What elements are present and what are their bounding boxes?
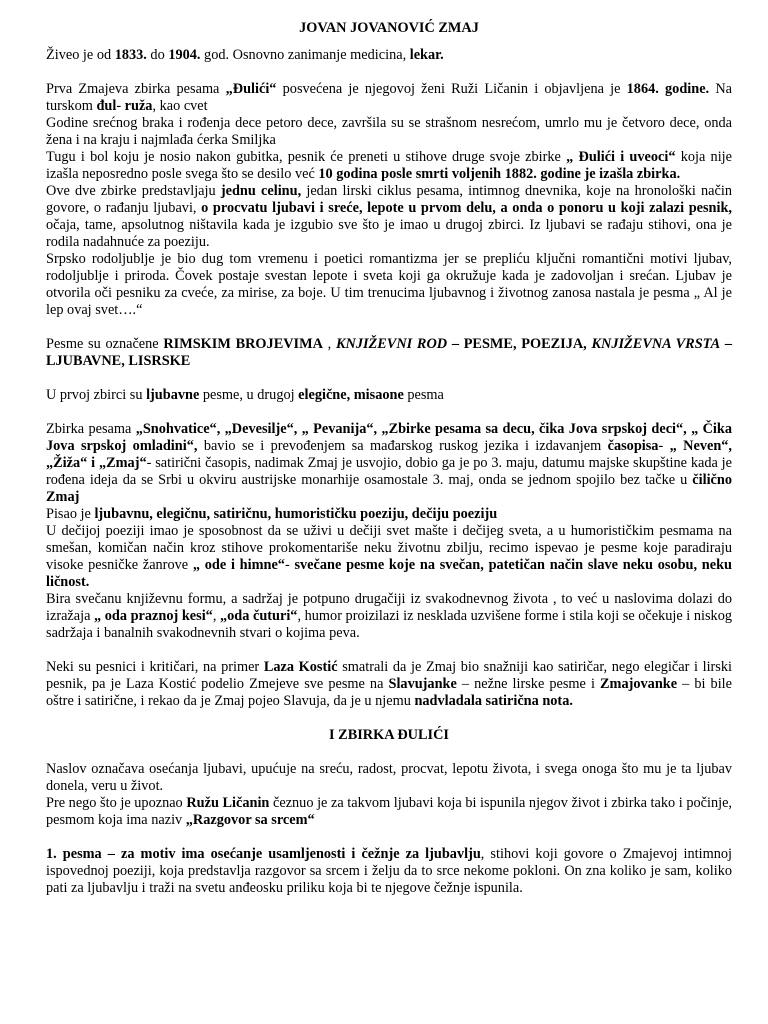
bold-text: – PESME, POEZIJA, [447, 336, 592, 352]
bold-text: Laza Kostić [263, 659, 338, 675]
text-run: - [284, 557, 295, 573]
text-run: Tugu i bol koju je nosio nakon gubitka, pesnik će preneti u stihove druge svoje zbirke [46, 149, 567, 165]
text-run: Bira svečanu književnu formu, a sadržaj je potpuno drugačiji iz svakodnevnog života , to već u naslovima dolazi do izražaja [46, 591, 732, 624]
bold-text: 1864. godine. [626, 81, 710, 97]
bold-text: KNJIŽEVNA VRSTA [591, 336, 721, 352]
text-run: god. Osnovno zanimanje medicina, [200, 47, 410, 63]
text-run: koja nije izašla neposredno posle svega što se desilo već [46, 149, 732, 182]
bold-text: lekar. [409, 47, 444, 63]
paragraph [46, 523, 732, 591]
paragraph [46, 336, 732, 370]
text-run: , kao cvet [152, 98, 208, 114]
paragraph [46, 591, 732, 642]
text-run: , [322, 336, 336, 352]
text-run: očaja, tame, apsolutnog ništavila kada je izgubio sve što je imao u drugoj zbirci. Iz ljubavi se rađaju stihovi, ona je rodila nadahnuće za poeziju. [46, 217, 732, 250]
text-run: pesme, u drugoj [199, 387, 299, 403]
paragraph [46, 115, 732, 149]
bold-text: ljubavnu, elegičnu, satiričnu, humorističku poeziju, dečiju poeziju [94, 506, 498, 522]
text-run: - satirični časopis, nadimak Zmaj je usvojio, dobio ga je po 3. maju, datumu majske skupštine kada je rođena ideja da se Srbi u okviru austrijske monarhije osamostale 3. maj, onda se jednom spojilo bez tačke u [46, 455, 732, 488]
paragraph [46, 183, 732, 251]
bold-text: ruža [124, 98, 153, 114]
text-run: smatrali da je Zmaj bio snažniji kao satiričar, nego elegičar i lirski pesnik, pa je Laza Kostić podelio Zmejeve sve pesme na [46, 659, 732, 692]
text-run: čeznuo je za takvom ljubavi koja bi ispunila njegov život i zbirka tako i počinje, pesmom koja ima naziv [46, 795, 733, 828]
bold-text: Slavujanke [388, 676, 457, 692]
bold-text: 1833. [114, 47, 147, 63]
bold-text: nadvladala satirična nota. [414, 693, 573, 709]
text-run: U prvoj zbirci su [46, 387, 147, 403]
bold-text: KNJIŽEVNI ROD [335, 336, 448, 352]
text-run: – nežne lirske pesme i [456, 676, 601, 692]
paragraph [46, 149, 732, 183]
text-run: Pre nego što je upoznao [46, 795, 187, 811]
text-run: , stihovi koji govore o Zmajevoj intimnoj ispovednoj poeziji, koja predstavlja razgovor sa srcem i želju da to srce nekome pokloni. On zna koliko je sam, koliko pati za ljubavlju i traži na svetu anđeosku priliku koja bi te njegove čežnje ispunila. [46, 846, 733, 896]
text-run: bavio se i prevođenjem sa mađarskog ruskog jezika i izdavanjem [197, 438, 608, 454]
bold-text: svečane pesme koje na svečan, patetičan način slave neku osobu, neku ličnost. [46, 557, 732, 590]
bold-text: „oda čuturi“ [220, 608, 298, 624]
paragraph [46, 846, 732, 897]
text-run: Neki su pesnici i kritičari, na primer [46, 659, 264, 675]
bold-text: RIMSKIM BROJEVIMA [163, 336, 323, 352]
text-run: , humor proizilazi iz nesklada uzvišene forme i stila koji se očekuje i niskog sadržaja i banalnih svakodnevnih stvari o kojima peva. [46, 608, 732, 641]
bold-text: elegične, misaone [298, 387, 404, 403]
paragraph [46, 506, 732, 523]
bold-text: 1904. [168, 47, 201, 63]
text-run: , [212, 608, 220, 624]
bold-text: „Đulići“ [225, 81, 277, 97]
text-run: Pisao je [46, 506, 95, 522]
text-run: Zbirka pesama [46, 421, 136, 437]
text-run: pesma [403, 387, 444, 403]
paragraph [46, 795, 732, 829]
text-run: posvećena je njegovoj ženi Ruži Ličanin i objavljena je [276, 81, 627, 97]
bold-text: ljubavne [146, 387, 200, 403]
text-run: Godine srećnog braka i rođenja dece petoro dece, završila su se strašnom nesrećom, umrlo mu je četvoro dece, onda žena i na kraju i najmlađa ćerka Smiljka [46, 115, 732, 148]
paragraph [46, 659, 732, 710]
document-page [46, 20, 732, 897]
bold-text: – LJUBAVNE, LISRSKE [46, 336, 733, 369]
bold-text: „Snohvatice“, „Devesilje“, „ Pevanija“, „Zbirke pesama sa decu, čika Jova srpskoj deci“, „ Čika Jova srpskoj omladini“, [46, 421, 732, 454]
bold-text: đul [96, 98, 117, 114]
paragraph-intro [46, 47, 732, 64]
bold-text: čilično Zmaj [46, 472, 732, 505]
text-run: jedan lirski ciklus pesama, intimnog dnevnika, koje na hronološki način govore, o rađanju ljubavi, [46, 183, 732, 216]
paragraph [46, 761, 732, 795]
text-run: Pesme su označene [46, 336, 164, 352]
text-run: Prva Zmajeva zbirka pesama [46, 81, 226, 97]
bold-text: Zmajovanke [600, 676, 678, 692]
bold-text: „ Đulići i uveoci“ [566, 149, 676, 165]
bold-text: „ oda praznoj kesi“ [94, 608, 213, 624]
bold-text: „ ode i himne“ [192, 557, 285, 573]
bold-text: jednu celinu, [220, 183, 302, 199]
bold-text: „Razgovor sa srcem“ [185, 812, 315, 828]
text-run: - [658, 438, 670, 454]
bold-text: 10 godina posle smrti voljenih 1882. godine je izašla zbirka. [318, 166, 681, 182]
bold-text: časopisa [607, 438, 659, 454]
text-run: – bi bile oštre i satirične, i rekao da je Zmaj pojeo Slavuja, da je u njemu [46, 676, 732, 709]
text-run: Na turskom [46, 81, 732, 114]
paragraph [46, 81, 732, 115]
bold-text: Ružu Ličanin [186, 795, 270, 811]
text-run: Ove dve zbirke predstavljaju [46, 183, 221, 199]
paragraph [46, 251, 732, 319]
text-run: U dečijoj poeziji imao je sposobnost da se uživi u dečiji svet mašte i dečijeg sveta, a u humorističkim pesmama na smešan, komičan način kroz stihove prokomentariše neku životnu zbilju, recimo ispevao je pesme koje paradiraju visoke pesničke žanrove [46, 523, 732, 573]
text-run: Srpsko rodoljublje je bio dug tom vremenu i poetici romantizma jer se prepliću ključni romantični motivi ljubav, rodoljublje i priroda. Čovek postaje svestan lepote i sveta koji ga okružuje kada je zadovoljan i srećan. Ljubav je otvorila oči pesniku za cveće, za mirise, za boje. U tim trenucima ljubavnog i životnog zanosa nastala je pesma „ Al je lep ovaj svet….“ [46, 251, 732, 318]
document-title: JOVAN JOVANOVIĆ ZMAJ [299, 20, 479, 36]
bold-text: o procvatu ljubavi i sreće, lepote u prvom delu, a onda o ponoru u koji zalazi pesnik, [201, 200, 732, 216]
text-run: - [116, 98, 125, 114]
bold-text: 1. pesma – za motiv ima osećanje usamljenosti i čežnje za ljubavlju [46, 846, 481, 862]
text-run: Naslov označava osećanja ljubavi, upućuje na sreću, radost, procvat, lepotu života, i svega onoga što mu je ta ljubav donela, veru u život. [46, 761, 732, 794]
section-title: I ZBIRKA ĐULIĆI [329, 727, 449, 743]
text-run: do [146, 47, 169, 63]
text-run: Živeo je od [46, 47, 115, 63]
paragraph [46, 387, 732, 404]
paragraph [46, 421, 732, 506]
bold-text: „ Neven“, „Žiža“ i „Zmaj“ [46, 438, 732, 471]
